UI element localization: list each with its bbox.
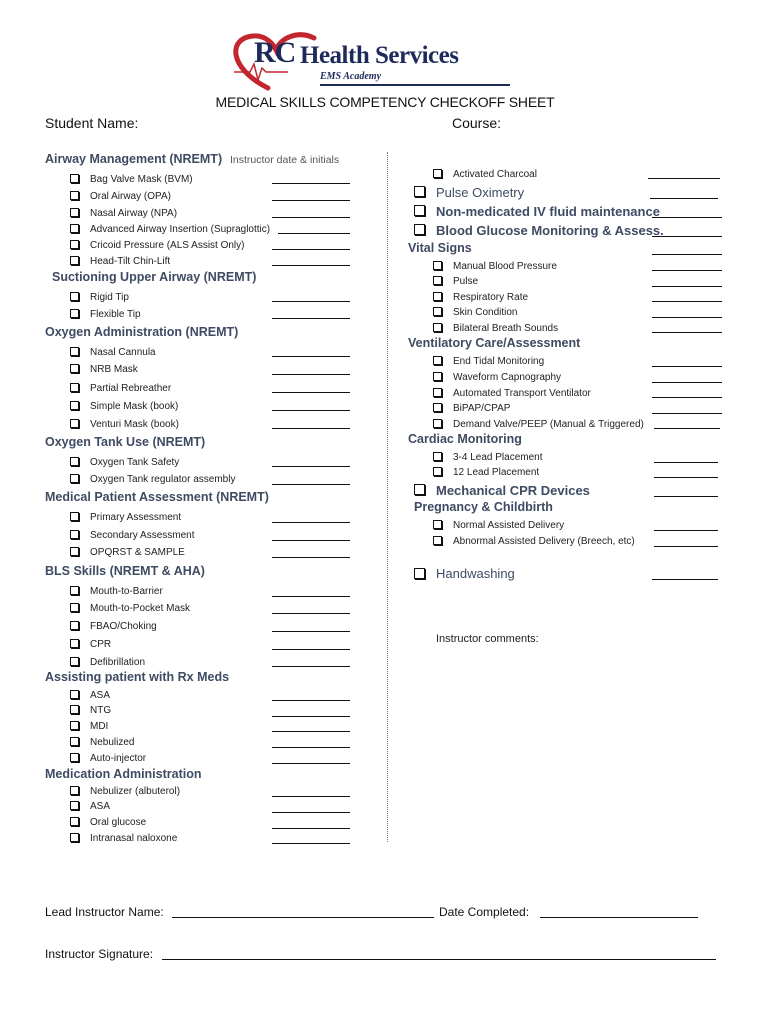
list-item-label: Rigid Tip	[90, 292, 129, 303]
checkbox[interactable]	[433, 388, 442, 397]
checkbox[interactable]	[70, 657, 79, 666]
checkbox[interactable]	[70, 512, 79, 521]
list-item-label: Mouth-to-Pocket Mask	[90, 603, 191, 614]
initials-blank[interactable]	[272, 318, 350, 319]
checkbox[interactable]	[70, 737, 79, 746]
checkbox[interactable]	[414, 484, 425, 495]
checkbox[interactable]	[70, 603, 79, 612]
initials-blank[interactable]	[652, 579, 718, 580]
list-item-label: BiPAP/CPAP	[453, 403, 511, 414]
instructor-signature-field[interactable]	[162, 959, 716, 960]
initials-blank[interactable]	[652, 270, 722, 271]
list-item-label: Pulse	[453, 276, 479, 287]
list-item-label: Intranasal naloxone	[90, 833, 178, 844]
initials-blank[interactable]	[272, 484, 350, 485]
initials-blank[interactable]	[272, 700, 350, 701]
initials-blank[interactable]	[272, 596, 350, 597]
list-item-label: Oxygen Tank regulator assembly	[90, 474, 236, 485]
checkbox[interactable]	[70, 240, 79, 249]
initials-blank[interactable]	[272, 200, 350, 201]
list-item-label: Head-Tilt Chin-Lift	[90, 256, 171, 267]
checkbox[interactable]	[70, 401, 79, 410]
list-item-label: Abnormal Assisted Delivery (Breech, etc)	[453, 536, 635, 547]
initials-blank[interactable]	[272, 796, 350, 797]
checkbox[interactable]	[70, 801, 79, 810]
initials-blank[interactable]	[648, 178, 720, 179]
checkbox[interactable]	[70, 383, 79, 392]
checkbox[interactable]	[70, 705, 79, 714]
section-rx-title: Assisting patient with Rx Meds	[45, 670, 230, 684]
list-item-label: Respiratory Rate	[453, 292, 529, 303]
list-item-label: Oral glucose	[90, 817, 147, 828]
initials-blank[interactable]	[654, 477, 718, 478]
list-item-label: End Tidal Monitoring	[453, 356, 545, 367]
instructor-signature-label: Instructor Signature:	[45, 947, 154, 961]
date-completed-field[interactable]	[540, 917, 698, 918]
list-item-label: ASA	[90, 801, 111, 812]
checkbox[interactable]	[433, 323, 442, 332]
checkbox[interactable]	[414, 186, 425, 197]
checkbox[interactable]	[70, 292, 79, 301]
list-item-label: Demand Valve/PEEP (Manual & Triggered)	[453, 419, 644, 430]
course-label: Course:	[452, 115, 502, 131]
checkbox[interactable]	[70, 474, 79, 483]
lead-instructor-field[interactable]	[172, 917, 434, 918]
initials-blank[interactable]	[272, 613, 350, 614]
checkbox[interactable]	[70, 419, 79, 428]
list-item-label: 3-4 Lead Placement	[453, 452, 543, 463]
initials-blank[interactable]	[272, 356, 350, 357]
list-item-label: Nasal Airway (NPA)	[90, 208, 178, 219]
checkbox[interactable]	[70, 690, 79, 699]
checkbox[interactable]	[70, 621, 79, 630]
checkbox[interactable]	[70, 191, 79, 200]
checkbox[interactable]	[433, 467, 442, 476]
initials-blank[interactable]	[652, 413, 722, 414]
list-item-label: Manual Blood Pressure	[453, 261, 557, 272]
list-item-label: Nasal Cannula	[90, 347, 156, 358]
initials-blank[interactable]	[652, 301, 722, 302]
list-item-label: Normal Assisted Delivery	[453, 520, 565, 531]
checkbox[interactable]	[70, 530, 79, 539]
checkbox[interactable]	[433, 520, 442, 529]
instructor-comments-label: Instructor comments:	[436, 633, 539, 645]
section-medical-title: Medical Patient Assessment (NREMT)	[45, 490, 269, 504]
logo-rc-text: RC	[254, 36, 296, 69]
list-item-label: Nebulizer (albuterol)	[90, 786, 181, 797]
section-bls-title: BLS Skills (NREMT & AHA)	[45, 564, 205, 578]
list-item-label: Primary Assessment	[90, 512, 182, 523]
initials-blank[interactable]	[272, 747, 350, 748]
checkbox[interactable]	[433, 452, 442, 461]
initials-blank[interactable]	[272, 265, 350, 266]
instructor-date-note: Instructor date & initials	[230, 154, 340, 166]
initials-blank[interactable]	[272, 763, 350, 764]
initials-blank[interactable]	[272, 828, 350, 829]
section-cardiac-title: Cardiac Monitoring	[408, 432, 522, 446]
list-item-label: Auto-injector	[90, 753, 147, 764]
list-item-label: 12 Lead Placement	[453, 467, 540, 478]
list-item-label: Venturi Mask (book)	[90, 419, 179, 430]
list-item-label: Skin Condition	[453, 307, 518, 318]
list-item-label: Flexible Tip	[90, 309, 141, 320]
date-completed-label: Date Completed:	[439, 905, 530, 919]
list-item-label: Cricoid Pressure (ALS Assist Only)	[90, 240, 245, 251]
initials-blank[interactable]	[272, 466, 350, 467]
checkbox[interactable]	[70, 224, 79, 233]
initials-blank[interactable]	[272, 666, 350, 667]
initials-blank[interactable]	[272, 731, 350, 732]
checkbox[interactable]	[433, 403, 442, 412]
checkbox[interactable]	[70, 547, 79, 556]
list-item-label: MDI	[90, 721, 109, 732]
checkbox[interactable]	[70, 364, 79, 373]
pulse-oximetry-label: Pulse Oximetry	[436, 185, 525, 200]
list-item-label: Advanced Airway Insertion (Supraglottic)	[90, 224, 271, 235]
checkbox[interactable]	[70, 817, 79, 826]
checkbox[interactable]	[70, 174, 79, 183]
initials-blank[interactable]	[278, 233, 350, 234]
list-item-label: Activated Charcoal	[453, 169, 537, 180]
checkbox[interactable]	[70, 457, 79, 466]
checkbox[interactable]	[414, 205, 425, 216]
initials-blank[interactable]	[652, 254, 722, 255]
checkbox[interactable]	[433, 536, 442, 545]
checkbox[interactable]	[433, 372, 442, 381]
logo-divider	[320, 84, 510, 86]
checkbox[interactable]	[70, 347, 79, 356]
list-item-label: OPQRST & SAMPLE	[90, 547, 185, 558]
initials-blank[interactable]	[272, 540, 350, 541]
initials-blank[interactable]	[654, 496, 718, 497]
section-medadmin-title: Medication Administration	[45, 767, 202, 781]
list-item-label: Partial Rebreather	[90, 383, 172, 394]
initials-blank[interactable]	[272, 183, 350, 184]
initials-blank[interactable]	[272, 557, 350, 558]
list-item-label: Automated Transport Ventilator	[453, 388, 591, 399]
list-item-label: NRB Mask	[90, 364, 138, 375]
list-item-label: FBAO/Choking	[90, 621, 157, 632]
checkbox[interactable]	[70, 721, 79, 730]
section-vent-title: Ventilatory Care/Assessment	[408, 336, 581, 350]
list-item-label: Bilateral Breath Sounds	[453, 323, 559, 334]
initials-blank[interactable]	[652, 397, 722, 398]
checkbox[interactable]	[70, 208, 79, 217]
checkbox[interactable]	[433, 261, 442, 270]
section-tank-title: Oxygen Tank Use (NREMT)	[45, 435, 206, 449]
initials-blank[interactable]	[272, 812, 350, 813]
checkbox[interactable]	[70, 786, 79, 795]
initials-blank[interactable]	[652, 217, 722, 218]
initials-blank[interactable]	[654, 530, 718, 531]
initials-blank[interactable]	[652, 366, 722, 367]
list-item-label: ASA	[90, 690, 111, 701]
checkbox[interactable]	[414, 224, 425, 235]
checkbox[interactable]	[70, 639, 79, 648]
checkbox[interactable]	[70, 753, 79, 762]
list-item-label: Waveform Capnography	[453, 372, 562, 383]
list-item-label: Nebulized	[90, 737, 135, 748]
initials-blank[interactable]	[654, 428, 720, 429]
initials-blank[interactable]	[272, 649, 350, 650]
lead-instructor-label: Lead Instructor Name:	[45, 905, 164, 919]
checkbox[interactable]	[433, 169, 442, 178]
initials-blank[interactable]	[652, 236, 722, 237]
checkbox[interactable]	[70, 309, 79, 318]
page-title: MEDICAL SKILLS COMPETENCY CHECKOFF SHEET	[215, 94, 555, 110]
list-item-label: Oxygen Tank Safety	[90, 457, 180, 468]
initials-blank[interactable]	[272, 522, 350, 523]
checkbox[interactable]	[433, 292, 442, 301]
list-item-label: Secondary Assessment	[90, 530, 195, 541]
list-item-label: Oral Airway (OPA)	[90, 191, 171, 202]
initials-blank[interactable]	[652, 382, 722, 383]
initials-blank[interactable]	[272, 428, 350, 429]
checkbox[interactable]	[414, 568, 425, 579]
initials-blank[interactable]	[654, 462, 718, 463]
initials-blank[interactable]	[272, 843, 350, 844]
checkbox[interactable]	[433, 276, 442, 285]
section-suction-title: Suctioning Upper Airway (NREMT)	[52, 270, 257, 284]
initials-blank[interactable]	[272, 410, 350, 411]
initials-blank[interactable]	[272, 217, 350, 218]
checkbox[interactable]	[433, 356, 442, 365]
initials-blank[interactable]	[652, 317, 722, 318]
initials-blank[interactable]	[652, 286, 722, 287]
list-item-label: Bag Valve Mask (BVM)	[90, 174, 193, 185]
logo-subtitle: EMS Academy	[320, 71, 382, 82]
column-divider	[387, 152, 388, 842]
mechanical-cpr-label: Mechanical CPR Devices	[436, 483, 590, 498]
handwashing-label: Handwashing	[436, 566, 515, 581]
list-item-label: Mouth-to-Barrier	[90, 586, 163, 597]
section-oxygen-title: Oxygen Administration (NREMT)	[45, 325, 239, 339]
checkbox[interactable]	[433, 307, 442, 316]
initials-blank[interactable]	[654, 546, 718, 547]
initials-blank[interactable]	[272, 392, 350, 393]
blood-glucose-label: Blood Glucose Monitoring & Assess.	[436, 223, 664, 238]
student-name-label: Student Name:	[45, 115, 139, 131]
initials-blank[interactable]	[272, 301, 350, 302]
iv-maintenance-label: Non-medicated IV fluid maintenance	[436, 204, 660, 219]
initials-blank[interactable]	[272, 716, 350, 717]
initials-blank[interactable]	[652, 332, 722, 333]
initials-blank[interactable]	[272, 374, 350, 375]
checkbox[interactable]	[70, 586, 79, 595]
list-item-label: Defibrillation	[90, 657, 146, 668]
section-vitals-title: Vital Signs	[408, 241, 472, 255]
list-item-label: Simple Mask (book)	[90, 401, 179, 412]
initials-blank[interactable]	[272, 631, 350, 632]
list-item-label: CPR	[90, 639, 112, 650]
checkbox[interactable]	[433, 419, 442, 428]
checkbox[interactable]	[70, 256, 79, 265]
logo-name-text: Health Services	[300, 42, 459, 69]
list-item-label: NTG	[90, 705, 112, 716]
section-airway-title: Airway Management (NREMT)	[45, 152, 223, 166]
section-pregnancy-title: Pregnancy & Childbirth	[414, 500, 553, 514]
checkbox[interactable]	[70, 833, 79, 842]
initials-blank[interactable]	[272, 249, 350, 250]
initials-blank[interactable]	[650, 198, 718, 199]
